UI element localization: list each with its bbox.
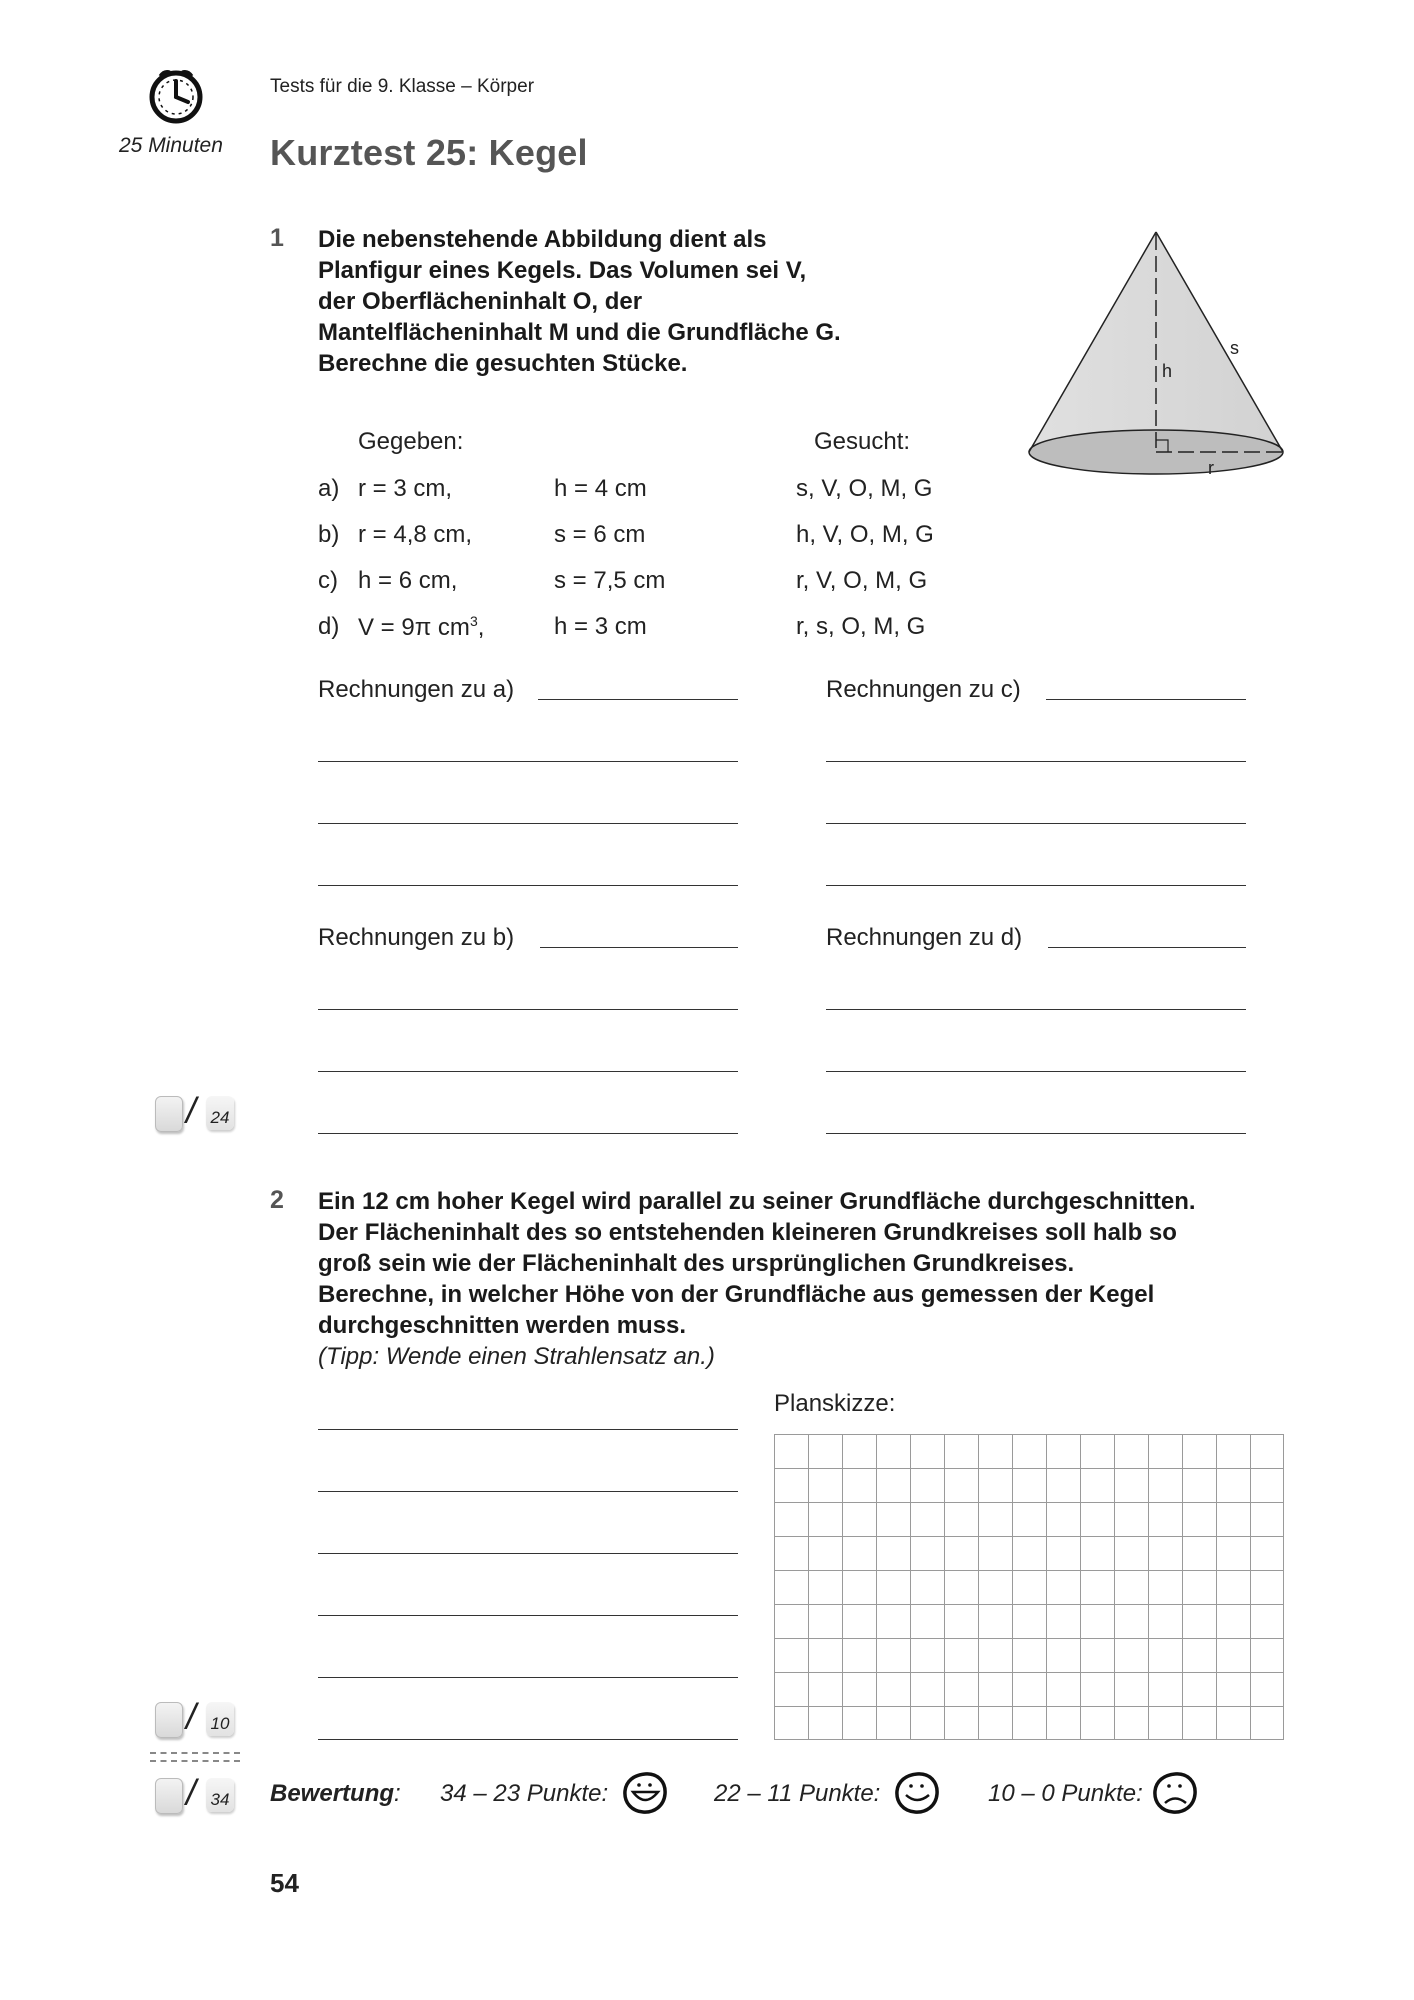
answer-line[interactable] — [318, 1429, 738, 1430]
answer-line[interactable] — [538, 699, 738, 700]
task-1-line: Planfigur eines Kegels. Das Volumen sei V, — [318, 257, 807, 284]
score-slash: / — [186, 1696, 197, 1737]
wanted-value: h, V, O, M, G — [796, 521, 934, 548]
score-max-task-2: 10 — [206, 1702, 234, 1736]
answer-line[interactable] — [318, 1739, 738, 1740]
given-value: h = 3 cm — [554, 613, 647, 640]
task-2-hint: (Tipp: Wende einen Strahlensatz an.) — [318, 1343, 715, 1370]
answer-line[interactable] — [318, 1071, 738, 1072]
grin-face-icon — [620, 1770, 670, 1816]
evaluation-range: 10 – 0 Punkte: — [988, 1780, 1143, 1807]
evaluation-colon: : — [394, 1780, 401, 1807]
row-label: b) — [318, 521, 340, 548]
task-2-number: 2 — [270, 1186, 284, 1214]
given-value: r = 4,8 cm, — [358, 521, 473, 548]
task-2-text — [318, 1186, 1196, 1341]
calc-label-d: Rechnungen zu d) — [826, 924, 1023, 951]
exponent: 3 — [469, 613, 478, 629]
answer-line[interactable] — [826, 761, 1246, 762]
row-label: c) — [318, 567, 338, 594]
answer-line[interactable] — [826, 885, 1246, 886]
answer-line[interactable] — [826, 1009, 1246, 1010]
task-2-line: Der Flächeninhalt des so entstehenden kleineren Grundkreises soll halb so — [318, 1219, 1177, 1246]
answer-line[interactable] — [318, 1009, 738, 1010]
cone-label-r: r — [1208, 458, 1214, 478]
cone-label-h: h — [1162, 361, 1173, 381]
evaluation-range: 22 – 11 Punkte: — [714, 1780, 881, 1807]
smile-face-icon — [892, 1770, 942, 1816]
task-2-line: Berechne, in welcher Höhe von der Grundfläche aus gemessen der Kegel — [318, 1281, 1155, 1308]
row-label: d) — [318, 613, 340, 640]
calc-label-b: Rechnungen zu b) — [318, 924, 515, 951]
task-2-line: groß sein wie der Flächeninhalt des ursprünglichen Grundkreises. — [318, 1250, 1075, 1277]
comma: , — [477, 614, 485, 641]
answer-line[interactable] — [318, 885, 738, 886]
task-1-line: Berechne die gesuchten Stücke. — [318, 350, 688, 377]
answer-line[interactable] — [318, 1133, 738, 1134]
given-value: s = 7,5 cm — [554, 567, 666, 594]
answer-line[interactable] — [1048, 947, 1246, 948]
score-slash: / — [186, 1772, 197, 1813]
answer-line[interactable] — [318, 761, 738, 762]
answer-line[interactable] — [826, 1133, 1246, 1134]
given-value: h = 4 cm — [554, 475, 647, 502]
task-1-text — [318, 224, 841, 379]
score-input-task-1[interactable] — [155, 1096, 183, 1132]
answer-line[interactable] — [318, 1491, 738, 1492]
cone-label-s: s — [1230, 338, 1239, 358]
sketch-label: Planskizze: — [774, 1390, 896, 1417]
cone-figure — [1020, 226, 1290, 488]
page-number: 54 — [270, 1868, 299, 1898]
task-1-line: der Oberflächeninhalt O, der — [318, 288, 643, 315]
score-max-task-1: 24 — [206, 1096, 234, 1130]
calc-label-a: Rechnungen zu a) — [318, 676, 515, 703]
wanted-value: s, V, O, M, G — [796, 475, 933, 502]
answer-line[interactable] — [826, 823, 1246, 824]
given-value — [358, 613, 484, 642]
task-1-line: Die nebenstehende Abbildung dient als — [318, 226, 767, 253]
answer-line[interactable] — [318, 1553, 738, 1554]
sad-face-icon — [1150, 1770, 1200, 1816]
evaluation-label: Bewertung — [270, 1780, 395, 1807]
calc-label-c: Rechnungen zu c) — [826, 676, 1021, 703]
score-input-total[interactable] — [155, 1778, 183, 1814]
score-separator — [150, 1752, 240, 1762]
task-1-line: Mantelflächeninhalt M und die Grundfläche G. — [318, 319, 841, 346]
row-label: a) — [318, 475, 340, 502]
given-value: r = 3 cm, — [358, 475, 453, 502]
answer-line[interactable] — [826, 1071, 1246, 1072]
given-header: Gegeben: — [358, 428, 464, 455]
score-max-total: 34 — [206, 1778, 234, 1812]
answer-line[interactable] — [540, 947, 738, 948]
given-value: h = 6 cm, — [358, 567, 458, 594]
wanted-value: r, V, O, M, G — [796, 567, 928, 594]
volume-value: V = 9π cm — [358, 614, 470, 641]
answer-line[interactable] — [318, 1677, 738, 1678]
answer-line[interactable] — [318, 1615, 738, 1616]
answer-line[interactable] — [318, 823, 738, 824]
evaluation-range: 34 – 23 Punkte: — [440, 1780, 609, 1807]
page-title: Kurztest 25: Kegel — [270, 132, 588, 173]
score-input-task-2[interactable] — [155, 1702, 183, 1738]
series-title: Tests für die 9. Klasse – Körper — [270, 76, 535, 97]
score-slash: / — [186, 1090, 197, 1131]
given-value: s = 6 cm — [554, 521, 646, 548]
wanted-value: r, s, O, M, G — [796, 613, 926, 640]
time-limit: 25 Minuten — [119, 134, 223, 157]
answer-line[interactable] — [1046, 699, 1246, 700]
sketch-grid[interactable] — [774, 1434, 1284, 1740]
task-2-line: durchgeschnitten werden muss. — [318, 1312, 687, 1339]
task-2-line: Ein 12 cm hoher Kegel wird parallel zu seiner Grundfläche durchgeschnitten. — [318, 1188, 1196, 1215]
clock-icon — [146, 66, 206, 126]
wanted-header: Gesucht: — [814, 428, 911, 455]
task-1-number: 1 — [270, 224, 284, 252]
